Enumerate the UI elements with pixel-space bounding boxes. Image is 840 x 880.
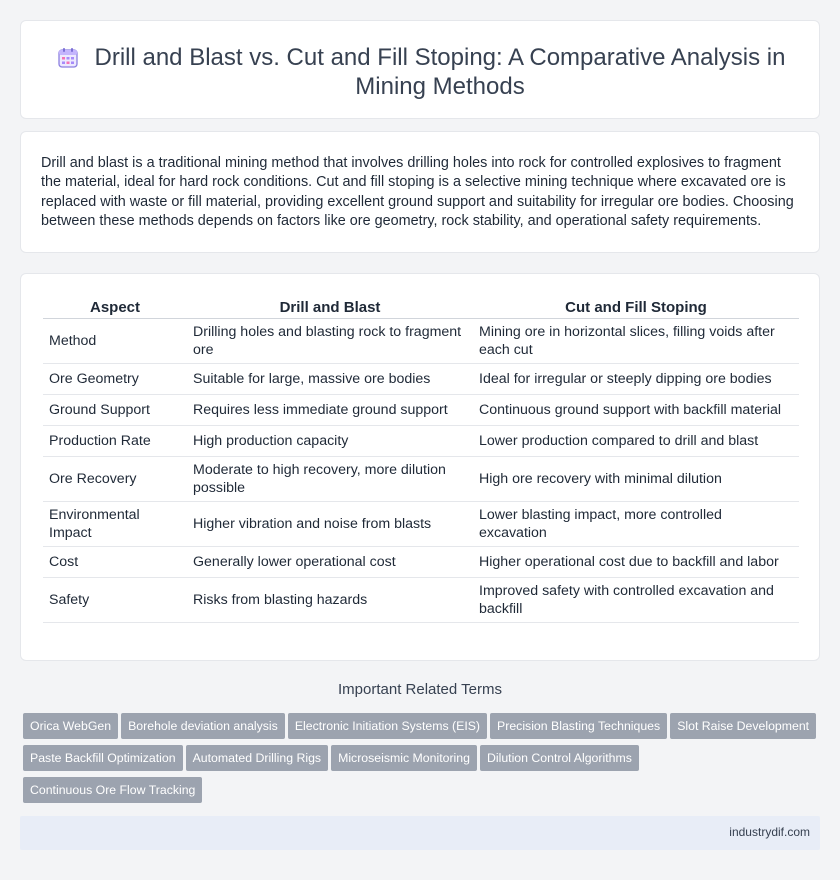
cut-fill-cell: Lower production compared to drill and blast (473, 426, 799, 457)
related-tag[interactable]: Orica WebGen (23, 713, 118, 739)
table-row (43, 364, 799, 395)
drill-blast-cell: Drilling holes and blasting rock to fragment ore (187, 319, 473, 364)
aspect-cell: Method (43, 319, 187, 364)
related-tag[interactable]: Automated Drilling Rigs (186, 745, 329, 771)
table-row (43, 395, 799, 426)
related-tag[interactable]: Paste Backfill Optimization (23, 745, 183, 771)
aspect-cell: Ground Support (43, 395, 187, 426)
cut-fill-cell: Ideal for irregular or steeply dipping ore bodies (473, 364, 799, 395)
table-header-row (43, 296, 799, 319)
header-aspect: Aspect (43, 296, 187, 319)
related-tag[interactable]: Microseismic Monitoring (331, 745, 477, 771)
cut-fill-cell: Mining ore in horizontal slices, filling voids after each cut (473, 319, 799, 364)
cut-fill-cell: Continuous ground support with backfill material (473, 395, 799, 426)
aspect-cell: Ore Recovery (43, 457, 187, 502)
drill-blast-cell: Suitable for large, massive ore bodies (187, 364, 473, 395)
related-tag[interactable]: Borehole deviation analysis (121, 713, 285, 739)
comparison-table (43, 296, 799, 623)
table-row (43, 578, 799, 623)
page-title: Drill and Blast vs. Cut and Fill Stoping: A Comparative Analysis in Mining Methods (94, 44, 786, 100)
related-terms-heading: Important Related Terms (338, 681, 502, 698)
header-drill-and-blast: Drill and Blast (187, 296, 473, 319)
drill-blast-cell: Risks from blasting hazards (187, 578, 473, 623)
cut-fill-cell: High ore recovery with minimal dilution (473, 457, 799, 502)
related-tag[interactable]: Dilution Control Algorithms (480, 745, 639, 771)
intro-paragraph: Drill and blast is a traditional mining method that involves drilling holes into rock for controlled explosives to fragment the material, ideal for hard rock conditions. Cut and fill stoping is a selective mining technique where excavated ore is replaced with waste or fill material, providing excellent ground support and suitability for irregular ore bodies. Choosing between these methods depends on factors like ore geometry, rock stability, and operational safety requirements. (41, 155, 794, 230)
aspect-cell: Cost (43, 547, 187, 578)
table-row (43, 426, 799, 457)
related-tag[interactable]: Precision Blasting Techniques (490, 713, 667, 739)
related-tag[interactable]: Electronic Initiation Systems (EIS) (288, 713, 487, 739)
cut-fill-cell: Lower blasting impact, more controlled excavation (473, 502, 799, 547)
table-row (43, 547, 799, 578)
related-tag[interactable]: Slot Raise Development (670, 713, 816, 739)
comparison-card (20, 273, 820, 661)
aspect-cell: Safety (43, 578, 187, 623)
drill-blast-cell: Moderate to high recovery, more dilution possible (187, 457, 473, 502)
drill-blast-cell: Higher vibration and noise from blasts (187, 502, 473, 547)
intro-card (20, 131, 820, 253)
table-row (43, 319, 799, 364)
title-card (20, 20, 820, 119)
table-row (43, 457, 799, 502)
related-tag[interactable]: Continuous Ore Flow Tracking (23, 777, 202, 803)
cut-fill-cell: Improved safety with controlled excavation and backfill (473, 578, 799, 623)
table-row (43, 502, 799, 547)
related-terms-list (23, 713, 823, 809)
cut-fill-cell: Higher operational cost due to backfill and labor (473, 547, 799, 578)
aspect-cell: Production Rate (43, 426, 187, 457)
footer-site-link[interactable]: industrydif.com (729, 825, 810, 839)
aspect-cell: Ore Geometry (43, 364, 187, 395)
footer (20, 816, 820, 850)
drill-blast-cell: Requires less immediate ground support (187, 395, 473, 426)
drill-blast-cell: Generally lower operational cost (187, 547, 473, 578)
aspect-cell: Environmental Impact (43, 502, 187, 547)
drill-blast-cell: High production capacity (187, 426, 473, 457)
header-cut-and-fill: Cut and Fill Stoping (473, 296, 799, 319)
